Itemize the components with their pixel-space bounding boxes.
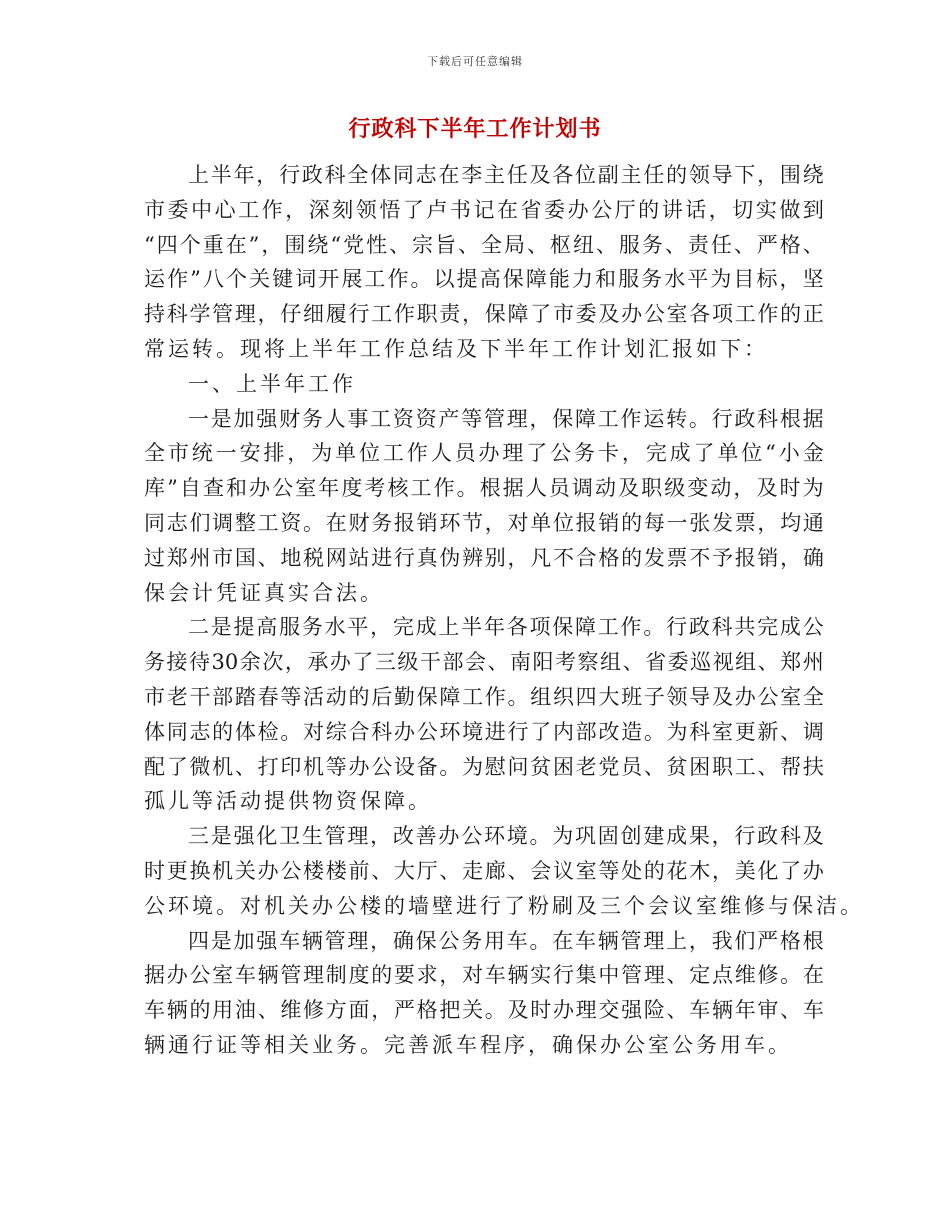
- body-line: 持 科 学 管 理 ， 仔 细 履 行 工 作 职 责 ， 保 障 了 市 委 及 办 公 室 各 项 工 作 的 正: [144, 302, 824, 327]
- body-line: 体 同 志 的 体 检 。 对 综 合 科 办 公 环 境 进 行 了 内 部 改 造 。 为 科 室 更 新 、 调: [144, 719, 824, 744]
- body-line: 运 作 ” 八 个 关 键 词 开 展 工 作 。 以 提 高 保 障 能 力 和 服 务 水 平 为 目 标 ， 坚: [144, 267, 824, 292]
- document-body: [144, 158, 864, 1063]
- body-line: 车 辆 的 用 油 、 维 修 方 面 ， 严 格 把 关 。 及 时 办 理 交 强 险 、 车 辆 年 审 、 车: [144, 998, 824, 1023]
- body-line: 二 是 提 高 服 务 水 平 ， 完 成 上 半 年 各 项 保 障 工 作 。 行 政 科 共 完 成 公: [188, 615, 824, 640]
- header-note: 下载后可任意编辑: [427, 55, 523, 68]
- body-line: 常运转。现将上半年工作总结及下半年工作计划汇报如下：: [144, 336, 768, 361]
- body-line: “ 四 个 重 在 ” ， 围 绕 “ 党 性 、 宗 旨 、 全 局 、 枢 纽 、 服 务 、 责 任 、 严 格 、: [144, 232, 824, 257]
- body-line: 四 是 加 强 车 辆 管 理 ， 确 保 公 务 用 车 。 在 车 辆 管 理 上 ， 我 们 严 格 根: [188, 928, 824, 953]
- body-line: 上 半 年 ， 行 政 科 全 体 同 志 在 李 主 任 及 各 位 副 主 任 的 领 导 下 ， 围 绕: [188, 163, 824, 187]
- body-line: 时 更 换 机 关 办 公 楼 楼 前 、 大 厅 、 走 廊 、 会 议 室 等 处 的 花 木 ， 美 化 了 办: [144, 858, 824, 883]
- body-line: 孤儿等活动提供物资保障。: [144, 789, 432, 814]
- body-line: 库 ” 自 查 和 办 公 室 年 度 考 核 工 作 。 根 据 人 员 调 动 及 职 级 变 动 ， 及 时 为: [144, 476, 824, 501]
- body-line: 一 是 加 强 财 务 人 事 工 资 资 产 等 管 理 ， 保 障 工 作 运 转 。 行 政 科 根 据: [188, 406, 824, 431]
- body-line: 三 是 强 化 卫 生 管 理 ， 改 善 办 公 环 境 。 为 巩 固 创 建 成 果 ， 行 政 科 及: [188, 824, 824, 849]
- body-line: 同 志 们 调 整 工 资 。 在 财 务 报 销 环 节 ， 对 单 位 报 销 的 每 一 张 发 票 ， 均 通: [144, 510, 824, 535]
- body-line: 配 了 微 机 、 打 印 机 等 办 公 设 备 。 为 慰 问 贫 困 老 党 员 、 贫 困 职 工 、 帮 扶: [144, 754, 824, 779]
- body-line: 据 办 公 室 车 辆 管 理 制 度 的 要 求 ， 对 车 辆 实 行 集 中 管 理 、 定 点 维 修 。 在: [144, 963, 824, 988]
- body-line: 公环境。对机关办公楼的墙壁进行了粉刷及三个会议室维修与保洁。: [144, 893, 864, 918]
- body-line: 一、上半年工作: [188, 371, 356, 396]
- body-line: 市 老 干 部 踏 春 等 活 动 的 后 勤 保 障 工 作 。 组 织 四 大 班 子 领 导 及 办 公 室 全: [144, 684, 824, 709]
- body-line: 市 委 中 心 工 作 ， 深 刻 领 悟 了 卢 书 记 在 省 委 办 公 厅 的 讲 话 ， 切 实 做 到: [144, 197, 824, 222]
- body-line: 保会计凭证真实合法。: [144, 580, 384, 605]
- body-line: 辆通行证等相关业务。完善派车程序，确保办公室公务用车。: [144, 1032, 792, 1057]
- body-line: 全 市 统 一 安 排 ， 为 单 位 工 作 人 员 办 理 了 公 务 卡 ， 完 成 了 单 位 “ 小 金: [144, 441, 824, 466]
- body-line: 过 郑 州 市 国 、 地 税 网 站 进 行 真 伪 辨 别 ， 凡 不 合 格 的 发 票 不 予 报 销 ， 确: [144, 545, 824, 570]
- document-title: 行政科下半年工作计划书: [348, 116, 602, 142]
- body-line: 务 接 待 30 余 次 ， 承 办 了 三 级 干 部 会 、 南 阳 考 察 组 、 省 委 巡 视 组 、 郑 州: [144, 650, 824, 675]
